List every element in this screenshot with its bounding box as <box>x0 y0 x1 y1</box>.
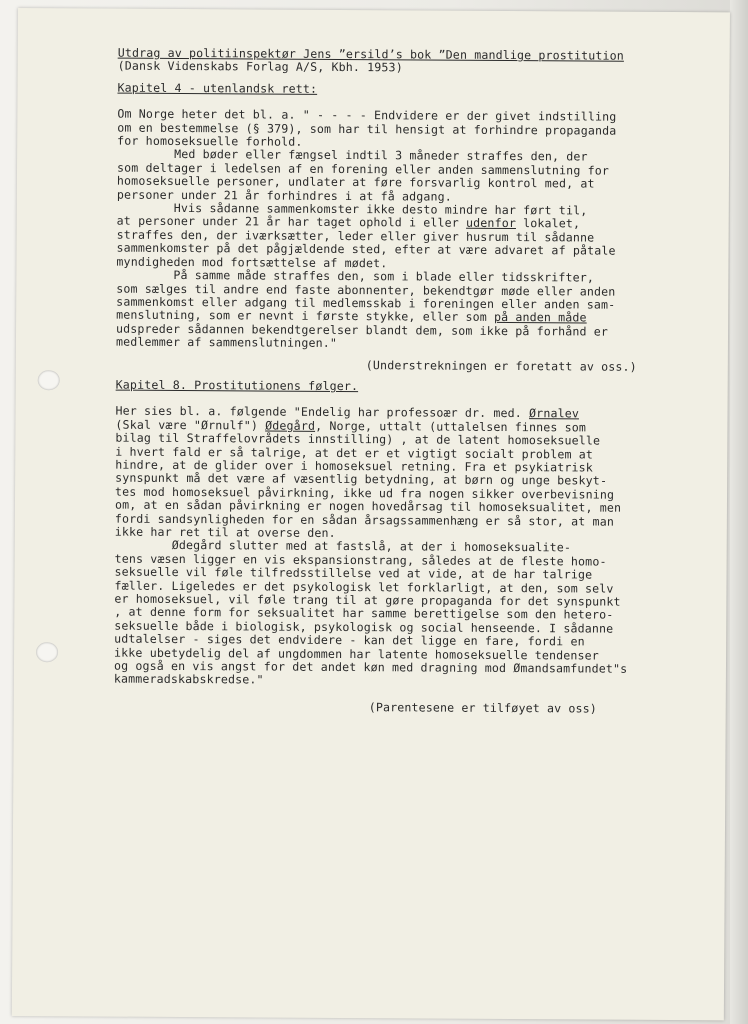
underlined-phrase: på anden måde <box>493 310 587 325</box>
chapter-8-paragraph-1 <box>115 405 716 543</box>
text-segment: menslutning, som er nevnt i første stykke, eller som <box>116 307 495 325</box>
text-line: om, at en sådan påvirkning er nogen hovedårsag til homoseksualitet, men <box>114 497 622 515</box>
text-line: tes mod homoseksuel påvirkning, ikke ud fra nogen sikker overbevisning <box>115 484 615 502</box>
text-line: , at denne form for seksualitet har samme berettigelse som den hetero- <box>114 605 614 623</box>
text-line: bilag til Straffelovrådets innstilling) , at de latent homoseksuelle <box>115 430 601 448</box>
chapter-8-paragraph-2 <box>114 539 715 690</box>
text-line: som sælges til andre end faste abonnenter, bekendtgør møde eller anden <box>116 281 616 299</box>
source-citation: (Dansk Videnskabs Forlag A/S, Kbh. 1953) <box>117 59 403 75</box>
text-segment: Her sies bl. a. følgende "Endelig har professoær dr. med. <box>115 403 530 421</box>
punch-hole-upper <box>38 370 60 390</box>
text-line: i hvert fald er så talrige, at det er et vigtigt socialt problem at <box>115 444 594 462</box>
chapter-4-note: (Understrekningen er foretatt av oss.) <box>365 357 637 374</box>
text-line: udtalelser - siges det endvidere - kan det ligge en fare, fordi en <box>114 631 585 649</box>
text-segment: , Norge, uttalt (uttalelsen finnes som <box>315 418 587 435</box>
document-title: Utdrag av politiinspektør Jens ”ersild’s bok ”Den mandlige prostitution <box>117 45 624 63</box>
text-line: fæller. Ligeledes er det psykologisk let forklarligt, at den, som selv <box>114 578 614 596</box>
text-line: medlemmer af sammenslutningen." <box>115 334 338 351</box>
underlined-name: Ødegård <box>265 418 316 433</box>
chapter-8-note: (Parentesene er tilføyet av oss) <box>368 700 597 716</box>
text-line: Ødegård slutter med at fastslå, at der i homoseksualite- <box>114 538 572 555</box>
text-line: sammenkomster på det pågjældende sted, efter at være advaret af påtale <box>116 240 616 258</box>
text-line: fordi sandsynligheden for en sådan årsagssammenhæng er så stor, at man <box>114 511 615 529</box>
text-line: er homoseksuel, vil føle trang til at gøre propaganda for det synspunkt <box>114 591 621 609</box>
text-segment: at personer under 21 år har taget ophold i eller <box>116 214 467 231</box>
text-line: Hvis sådanne sammenkomster ikke desto mindre har ført til, <box>116 200 588 218</box>
text-line: og også en vis angst for det andet køn med dragning mod Ømandsamfundet"s <box>113 658 628 676</box>
chapter-4-paragraph-1 <box>117 108 717 152</box>
text-line: Med bøder eller fængsel indtil 3 måneder straffes den, der <box>117 147 588 164</box>
text-line: personer under 21 år forhindres i at få adgang. <box>116 187 453 204</box>
text-line: myndigheden mod fortsættelse af mødet. <box>116 254 388 270</box>
chapter-4-heading: Kapitel 4 - utenlandsk rett: <box>117 80 318 96</box>
text-line: kammeradskabskredse." <box>113 672 264 687</box>
punch-hole-lower <box>36 642 58 662</box>
text-line: ikke har ret til at overse den. <box>114 524 336 540</box>
text-line: synspunkt må det være af væsentlig betydning, at børn og unge beskyt- <box>115 470 608 488</box>
chapter-4-paragraph-2 <box>117 148 717 205</box>
text-line: hindre, at de glider over i homoseksuel retning. Fra et psykiatrisk <box>115 457 593 475</box>
page-text <box>114 47 718 717</box>
text-segment: (Skal være "Ørnulf") <box>115 417 266 433</box>
text-line: Om Norge heter det bl. a. " - - - - Endvidere er der givet indstilling <box>117 106 617 124</box>
chapter-4-paragraph-4 <box>116 269 716 353</box>
typewritten-page <box>12 8 730 1020</box>
text-line: På samme måde straffes den, som i blade eller tidsskrifter, <box>116 267 595 285</box>
chapter-8-heading: Kapitel 8. Prostitutionens følger. <box>115 377 359 394</box>
underlined-name: Ørnalev <box>529 406 580 421</box>
underlined-word: udenfor <box>466 216 517 231</box>
text-line: seksuelle vil føle tilfredsstillelse ved at vide, at de har talrige <box>114 564 593 582</box>
text-line: om en bestemmelse (§ 379), som har til hensigt at forhindre propaganda <box>117 120 617 138</box>
text-line: seksuelle både i biologisk, psykologisk og social henseende. I sådanne <box>114 618 614 636</box>
text-line: udspreder sådannen bekendtgerelser blandt dem, som ikke på forhånd er <box>116 321 609 339</box>
text-line: sammenkomst eller adgang til medlemsskab i foreningen eller anden sam- <box>116 294 616 312</box>
text-line: som deltager i ledelsen af en forening eller anden sammenslutning for <box>116 160 610 178</box>
text-line: ikke ubetydelig del af ungdommen har latente homoseksuelle tendenser <box>114 645 599 663</box>
text-line: for homoseksuelle forhold. <box>117 133 303 149</box>
chapter-4-paragraph-3 <box>116 202 716 273</box>
text-segment: lokalet, <box>515 216 581 231</box>
text-line: tens væsen ligger en vis ekspansionstrang, således at de fleste homo- <box>114 551 607 569</box>
scanner-edge <box>730 0 748 1024</box>
text-line: homoseksuelle personer, undlater at føre forsvarlig kontrol med, at <box>116 173 595 191</box>
text-line: straffes den, der iværksætter, leder eller giver husrum til sådanne <box>116 227 595 245</box>
